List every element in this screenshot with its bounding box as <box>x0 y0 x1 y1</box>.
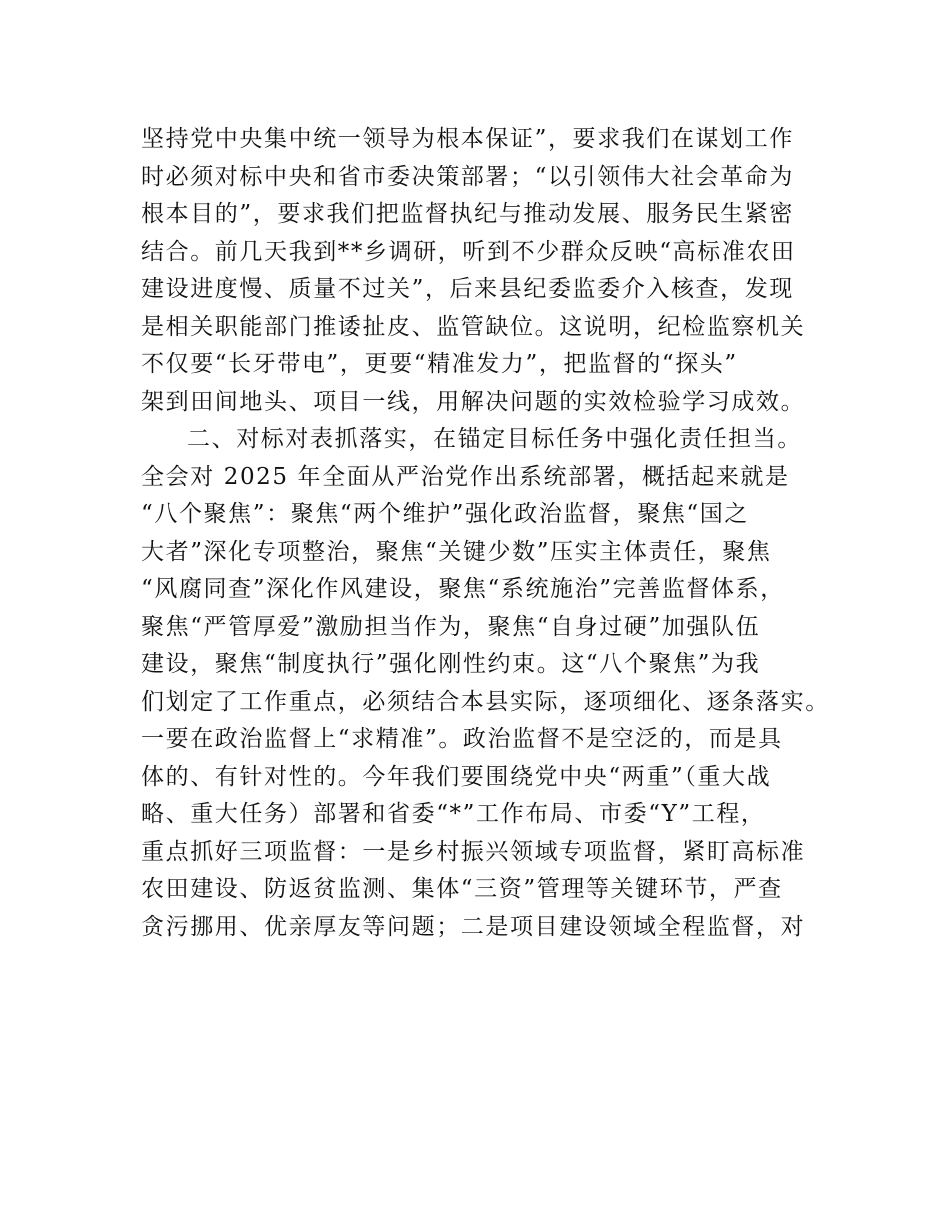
text-line: 建设进度慢、质量不过关”，后来县纪委监委介入核查，发现 <box>141 276 794 302</box>
text-line: 略、重大任务）部署和省委“*”工作布局、市委“Y”工程， <box>141 801 766 827</box>
section-heading: 二、对标对表抓落实，在锚定目标任务中强化责任担当。 <box>187 426 802 452</box>
text-line: “八个聚焦”：聚焦“两个维护”强化政治监督，聚焦“国之 <box>141 501 749 527</box>
text-line: 坚持党中央集中统一领导为根本保证”，要求我们在谋划工作 <box>141 126 794 152</box>
text-line: 农田建设、防返贫监测、集体“三资”管理等关键环节，严查 <box>141 876 783 902</box>
text-line: 全会对 2025 年全面从严治党作出系统部署，概括起来就是 <box>141 463 790 490</box>
text-line: 一要在政治监督上“求精准”。政治监督不是空泛的，而是具 <box>141 726 783 752</box>
text-line: 们划定了工作重点，必须结合本县实际，逐项细化、逐条落实。 <box>141 688 830 715</box>
text-line: 聚焦“严管厚爱”激励担当作为，聚焦“自身过硬”加强队伍 <box>141 613 761 640</box>
text-line: 结合。前几天我到**乡调研，听到不少群众反映“高标准农田 <box>141 238 796 265</box>
text-line: 体的、有针对性的。今年我们要围绕党中央“两重”（重大战 <box>141 763 772 790</box>
text-line: 大者”深化专项整治，聚焦“关键少数”压实主体责任，聚焦 <box>141 538 772 565</box>
text-line: 贪污挪用、优亲厚友等问题；二是项目建设领域全程监督，对 <box>141 913 806 940</box>
text-line: 重点抓好三项监督：一是乡村振兴领域专项监督，紧盯高标准 <box>141 838 806 865</box>
text-line: 是相关职能部门推诿扯皮、监管缺位。这说明，纪检监察机关 <box>141 313 806 340</box>
text-line: “风腐同查”深化作风建设，聚焦“系统施治”完善监督体系， <box>141 576 785 602</box>
text-line: 根本目的”，要求我们把监督执纪与推动发展、服务民生紧密 <box>141 201 794 227</box>
body-text <box>141 121 830 946</box>
text-line: 建设，聚焦“制度执行”强化刚性约束。这“八个聚焦”为我 <box>141 651 761 677</box>
text-line: 时必须对标中央和省市委决策部署；“以引领伟大社会革命为 <box>141 163 794 190</box>
text-line: 架到田间地头、项目一线，用解决问题的实效检验学习成效。 <box>141 388 806 415</box>
text-line: 不仅要“长牙带电”，更要“精准发力”，把监督的“探头” <box>141 351 738 377</box>
